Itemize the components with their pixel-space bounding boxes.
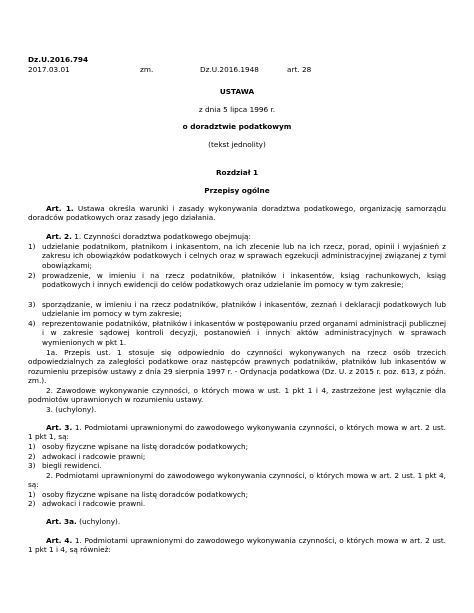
art2-intro (28, 232, 446, 241)
art4-paragraph (28, 536, 446, 555)
art1-text: Ustawa określa warunki i zasady wykonywania doradztwa podatkowego, organizację samorządu doradców podatkowych oraz zasady jego działania. (28, 204, 447, 223)
art2-p1a: 1a. Przepis ust. 1 stosuje się odpowiednio do czynności wykonywanych na rzecz osób trzecich odpowiedzialnych za zaległości podatkowe oraz następców prawnych podatników, płatników lub inkasentów w rozumieniu przepisów ustawy z dnia 29 sierpnia 1997 r. - Ordynacja podatkowa (Dz. U. z 2015 r. poz. 613, z późn. zm.). (28, 348, 446, 386)
art3a-label: Art. 3a. (46, 517, 77, 526)
doc-date: 2017.03.01 (28, 65, 70, 74)
art1-label: Art. 1. (46, 204, 74, 213)
article-ref: art. 28 (287, 65, 312, 74)
art1-paragraph (28, 204, 446, 223)
art2-p2: 2. Zawodowe wykonywanie czynności, o których mowa w ust. 1 pkt 1 i 4, zastrzeżone jest wyłącznie dla podmiotów uprawnionych w rozumieniu ustawy. (28, 386, 446, 405)
document-page: Dz.U.2016.794 2017.03.01 zm. Dz.U.2016.1948 art. 28 USTAWA z dnia 5 lipca 1996 r. o doradztwie podatkowym (tekst jednolity) Rozdział 1 Przepisy ogólne Art. 1. Ustawa określa warunki i zasady wykonywania doradztwa podatkowego, organizację samorządu doradców podatkowych oraz zasady jego działania. Art. 2. 1. Czynności doradztwa podatkowego obejmują: 1) udzielanie podatnikom, płatnikom i inkasentom, na ich zlecenie lub na ich rzecz, porad, opinii i wyjaśnień z zakresu ich obowiązków podatkowych i celnych oraz w sprawach egzekucji administracyjnej związanej z tymi obowiązkami; 2) prowadzenie, w imieniu i na rzecz podatników, płatników i inkasentów, ksiąg rachunkowych, ksiąg podatkowych i innych ewidencji do celów podatkowych oraz udzielanie im pomocy w tym zakresie; 3) sporządzanie, w imieniu i na rzecz podatników, płatników i inkasentów, zeznań i deklaracji podatkowych lub udzielanie im pomocy w tym zakresie; 4) reprezentowanie podatników, płatników i inkasentów w postępowaniu przed organami administracji publicznej i w zakresie sądowej kontroli decyzji, postanowień i innych aktów administracyjnych w sprawach wymienionych w pkt 1. 1a. Przepis ust. 1 stosuje się odpowiednio do czynności wykonywanych na rzecz osób trzecich odpowiedzialnych za zaległości podatkowe oraz następców prawnych podatników, płatników lub inkasentów w rozumieniu przepisów ustawy z dnia 29 sierpnia 1997 r. - Ordynacja podatkowa (Dz. U. z 2015 r. poz. 613, z późn. zm.). 2. Zawodowe wykonywanie czynności, o których mowa w ust. 1 pkt 1 i 4, zastrzeżone jest wyłącznie dla podmiotów uprawnionych w rozumieniu ustawy. 3. (uchylony). Art. 3. 1. Podmiotami uprawnionymi do zawodowego wykonywania czynności, o których mowa w art. 2 ust. 1 pkt 1, są: 1) osoby fizyczne wpisane na listę doradców podatkowych; 2) adwokaci i radcowie prawni; 3) biegli rewidenci. 2. Podmiotami uprawnionymi do zawodowego wykonywania czynności, o których mowa w art. 2 ust. 1 pkt 4, są: 1) osoby fizyczne wpisane na listę doradców podatkowych; 2) adwokaci i radcowie prawni. Art. 3a. (uchylony). Art. 4. 1. Podmiotami uprawnionymi do zawodowego wykonywania czynności, o których mowa w art. 2 ust. 1 pkt 1 i 4, są również: (28, 55, 447, 555)
art3-p2: 2. Podmiotami uprawnionymi do zawodowego wykonywania czynności, o których mowa w art. 2 ust. 1 pkt 4, są: (28, 471, 446, 490)
art3-label: Art. 3. (46, 423, 73, 432)
act-subject: o doradztwie podatkowym (182, 122, 292, 131)
chapter-name: Przepisy ogólne (204, 186, 270, 195)
art3-intro-text: 1. Podmiotami uprawnionymi do zawodowego wykonywania czynności, o których mowa w art. 2 ust. 1 pkt 1, są: (28, 423, 446, 442)
art2-intro-text: 1. Czynności doradztwa podatkowego obejmują: (74, 232, 251, 241)
act-consolidated: (tekst jednolity) (208, 140, 266, 149)
doc-id: Dz.U.2016.794 (28, 55, 89, 64)
change-ref: Dz.U.2016.1948 (200, 65, 259, 74)
act-date: z dnia 5 lipca 1996 r. (198, 105, 276, 114)
art3a-text: (uchylony). (79, 517, 121, 526)
chapter-number: Rozdział 1 (215, 168, 259, 177)
change-label: zm. (140, 65, 154, 74)
act-heading: USTAWA (219, 87, 255, 96)
art2-label: Art. 2. (46, 232, 72, 241)
art3-intro (28, 423, 446, 442)
art4-label: Art. 4. (46, 536, 73, 545)
art3a-paragraph (28, 517, 446, 526)
art2-p3: 3. (uchylony). (46, 405, 97, 414)
art4-text: 1. Podmiotami uprawnionymi do zawodowego wykonywania czynności, o których mowa w art. 2 ust. 1 pkt 1 i 4, są również: (28, 536, 446, 555)
